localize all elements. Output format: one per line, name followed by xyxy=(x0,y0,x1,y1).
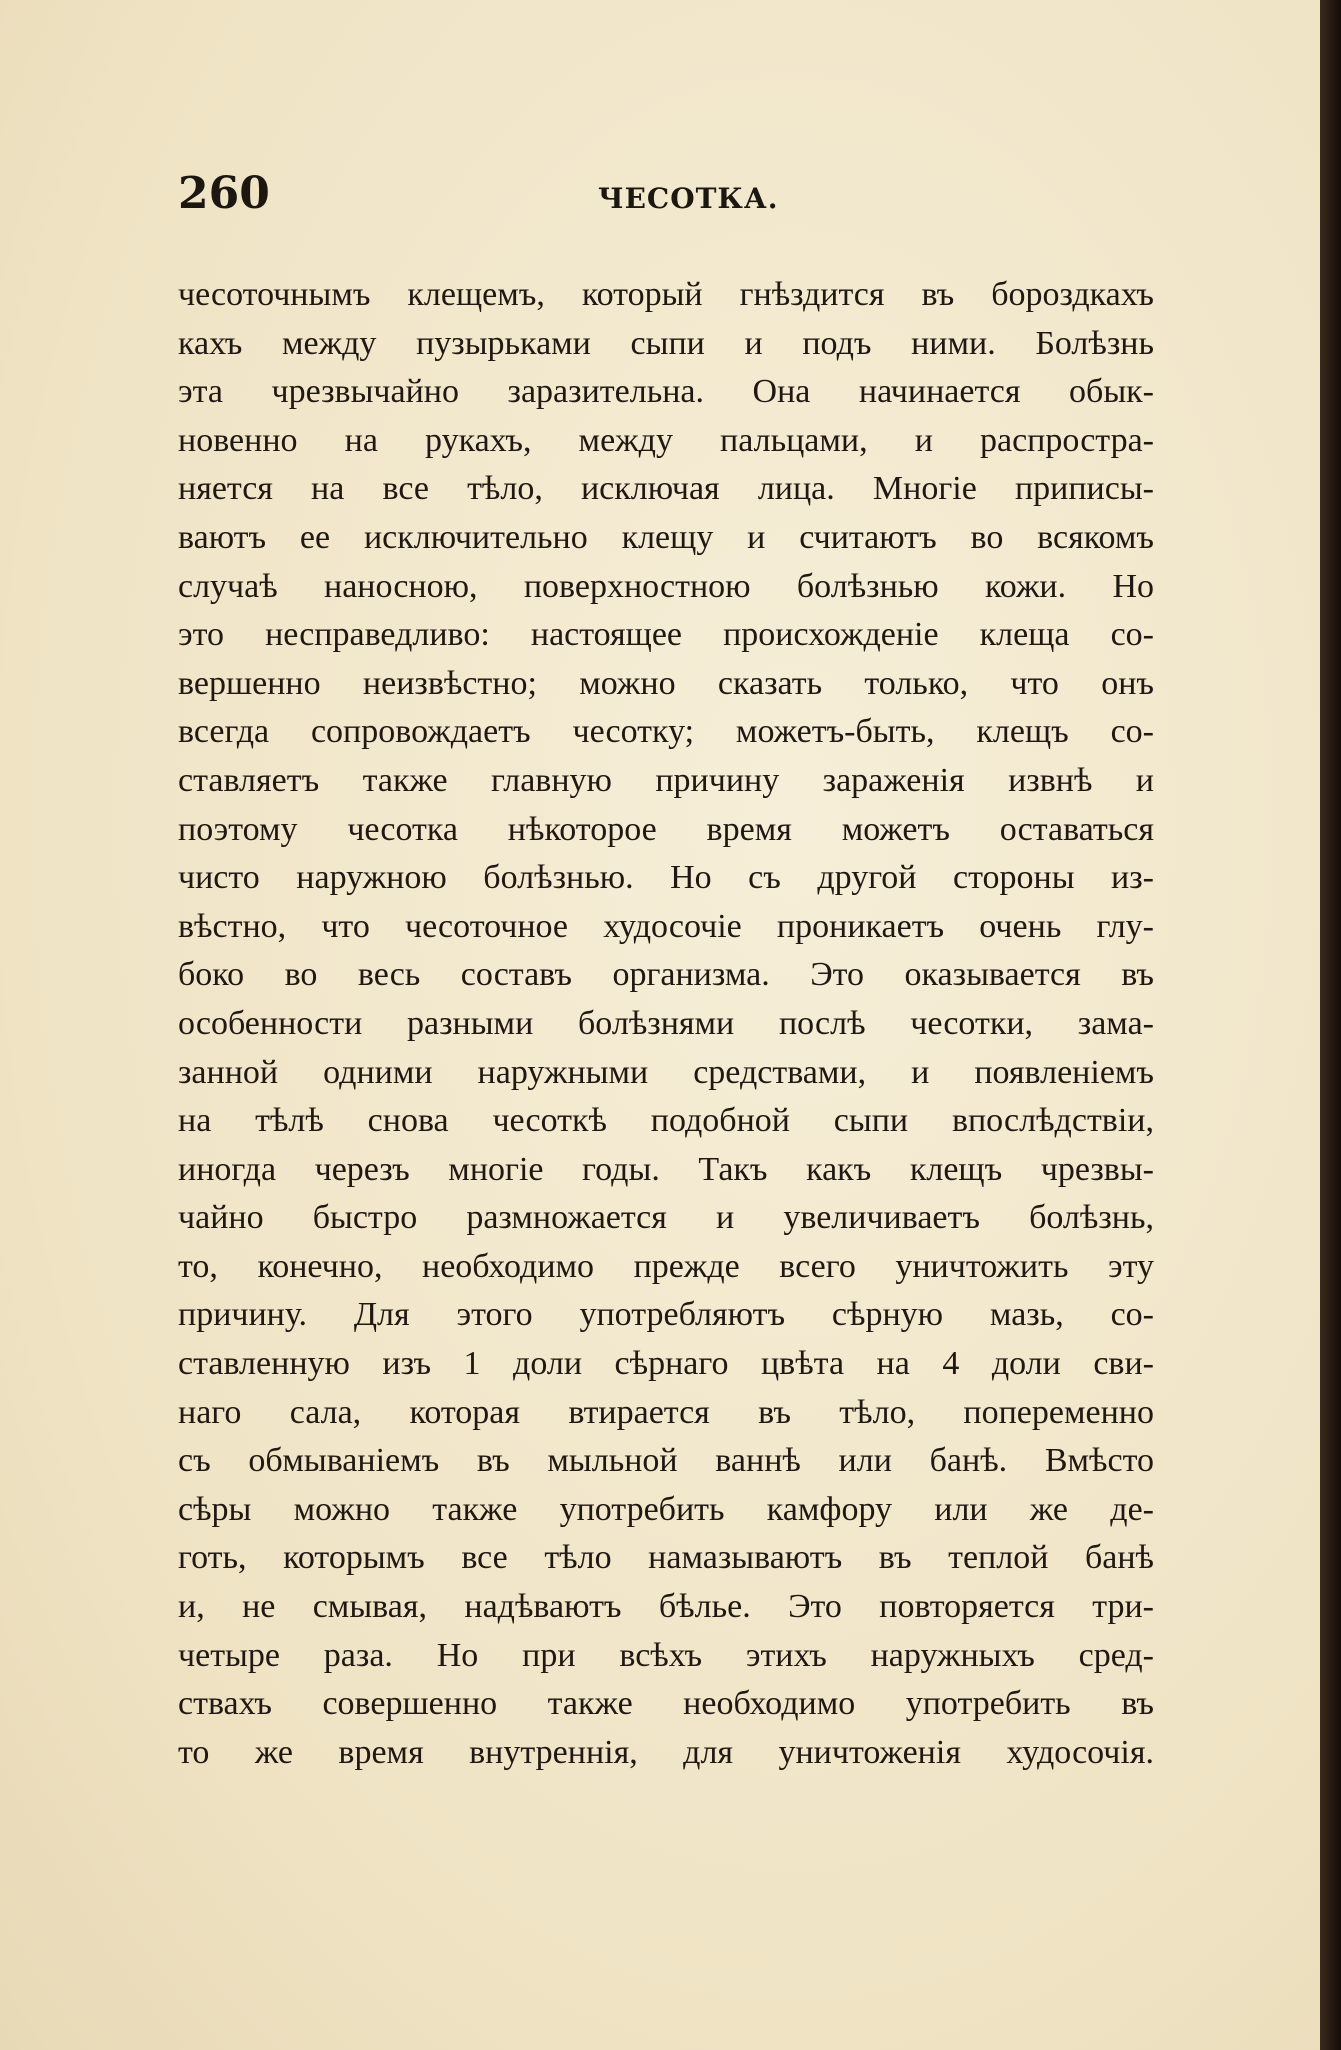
running-title: ЧЕСОТКА. xyxy=(598,182,779,215)
text-line: то, конечно, необходимо прежде всего уничтожить эту xyxy=(178,1247,1154,1285)
text-line: наго сала, которая втирается въ тѣло, попеременно xyxy=(178,1393,1154,1431)
text-line: чайно быстро размножается и увеличиваетъ болѣзнь, xyxy=(178,1199,1154,1237)
text-line: эта чрезвычайно заразительна. Она начинается обык- xyxy=(178,373,1154,411)
text-line: занной одними наружными средствами, и появленіемъ xyxy=(178,1053,1154,1091)
text-line: съ обмываніемъ въ мыльной ваннѣ или банѣ. Вмѣсто xyxy=(178,1442,1154,1480)
text-line: ставляетъ также главную причину зараженія извнѣ и xyxy=(178,761,1154,799)
body-text xyxy=(178,271,1154,1777)
text-line: ствахъ совершенно также необходимо употребить въ xyxy=(178,1685,1154,1723)
text-line: иногда черезъ многіе годы. Такъ какъ клещъ чрезвы- xyxy=(178,1150,1154,1188)
text-line: то же время внутреннія, для уничтоженія худосочія. xyxy=(178,1733,1154,1771)
text-line: вершенно неизвѣстно; можно сказать только, что онъ xyxy=(178,664,1154,702)
text-line: это несправедливо: настоящее происхожденіе клеща со- xyxy=(178,616,1154,654)
text-line: особенности разными болѣзнями послѣ чесотки, зама- xyxy=(178,1004,1154,1042)
text-line: кахъ между пузырьками сыпи и подъ ними. Болѣзнь xyxy=(178,324,1154,362)
text-line: вѣстно, что чесоточное худосочіе проникаетъ очень глу- xyxy=(178,907,1154,945)
text-line: чесоточнымъ клещемъ, который гнѣздится въ бороздкахъ xyxy=(178,276,1154,313)
text-line: причину. Для этого употребляютъ сѣрную мазь, со- xyxy=(178,1296,1154,1334)
text-line: и, не смывая, надѣваютъ бѣлье. Это повторяется три- xyxy=(178,1588,1154,1626)
text-line: ставленную изъ 1 доли сѣрнаго цвѣта на 4 доли сви- xyxy=(178,1345,1154,1383)
text-line: на тѣлѣ снова чесоткѣ подобной сыпи впослѣдствіи, xyxy=(178,1102,1154,1140)
text-line: няется на все тѣло, исключая лица. Многіе приписы- xyxy=(178,470,1154,508)
page-header xyxy=(178,168,1158,228)
text-line: случаѣ наносною, поверхностною болѣзнью кожи. Но xyxy=(178,567,1154,605)
text-line: готь, которымъ все тѣло намазываютъ въ теплой банѣ xyxy=(178,1539,1154,1577)
text-line: всегда сопровождаетъ чесотку; можетъ-быть, клещъ со- xyxy=(178,713,1154,751)
text-line: сѣры можно также употребить камфору или же де- xyxy=(178,1490,1154,1528)
text-line: ваютъ ее исключительно клещу и считаютъ во всякомъ xyxy=(178,518,1154,556)
book-edge xyxy=(1320,0,1341,2050)
text-line: новенно на рукахъ, между пальцами, и распростра- xyxy=(178,421,1154,459)
text-line: чисто наружною болѣзнью. Но съ другой стороны из- xyxy=(178,859,1154,897)
text-line: поэтому чесотка нѣкоторое время можетъ оставаться xyxy=(178,810,1154,848)
page-number: 260 xyxy=(178,168,270,219)
text-line: боко во весь составъ организма. Это оказывается въ xyxy=(178,956,1154,994)
text-line: четыре раза. Но при всѣхъ этихъ наружныхъ сред- xyxy=(178,1636,1154,1674)
